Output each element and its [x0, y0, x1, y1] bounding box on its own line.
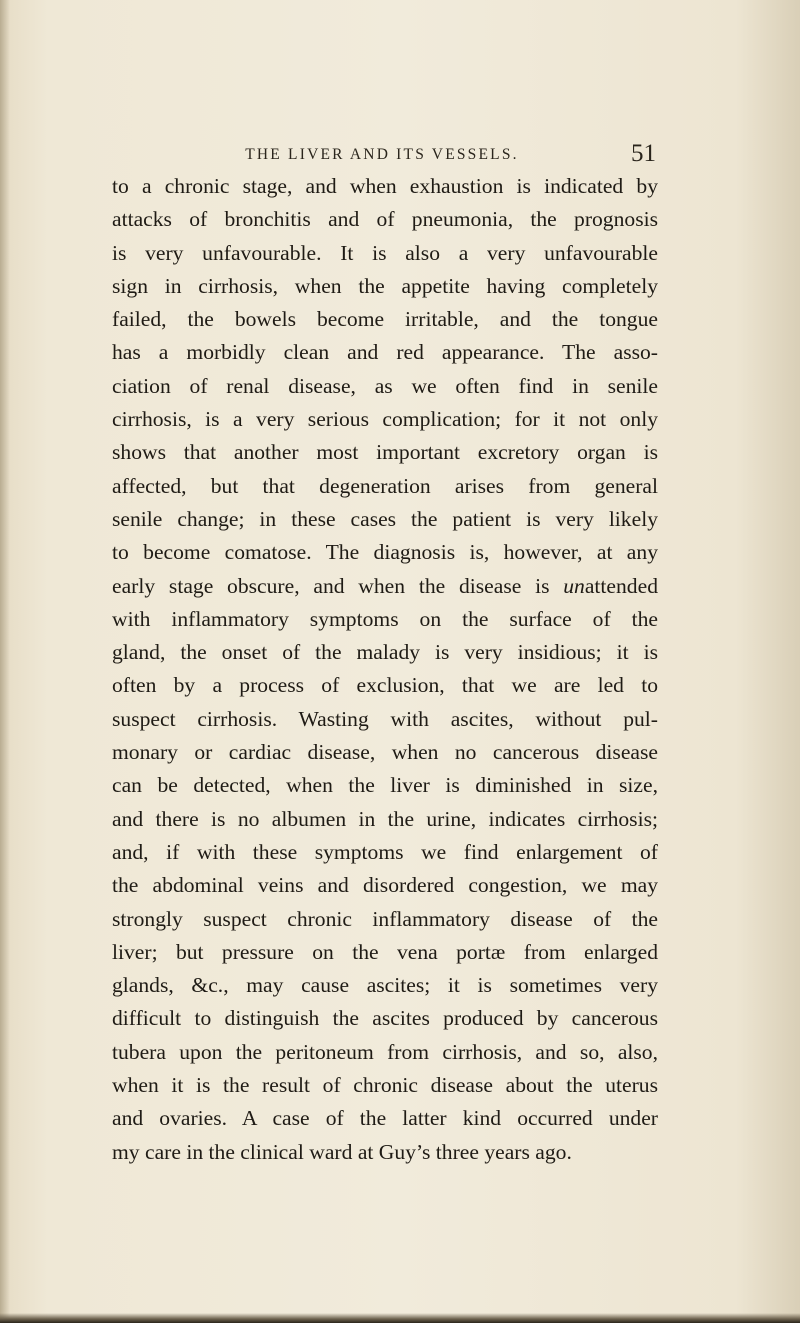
text-line: sign in cirrhosis, when the appetite having completely [112, 273, 658, 298]
text-line: cirrhosis, is a very serious complication; for it not only [112, 407, 658, 432]
text-line: failed, the bowels become irritable, and the tongue [112, 307, 658, 332]
text-line: to a chronic stage, and when exhaustion is indicated by [112, 174, 658, 198]
text-line: difficult to distinguish the ascites produced by cancerous [112, 1006, 658, 1031]
text-line: affected, but that degeneration arises from general [112, 473, 658, 498]
text-line: to become comatose. The diagnosis is, however, at any [112, 540, 658, 565]
page-edge-shadow [0, 1313, 800, 1323]
text-line: liver; but pressure on the vena portæ from enlarged [112, 939, 658, 964]
body-text [112, 170, 658, 1169]
text-line: has a morbidly clean and red appearance. The asso- [112, 340, 658, 365]
text-line: gland, the onset of the malady is very insidious; it is [112, 640, 658, 665]
text-line: and, if with these symptoms we find enlargement of [112, 839, 658, 864]
text-line: tubera upon the peritoneum from cirrhosis, and so, also, [112, 1039, 658, 1064]
text-line: with inflammatory symptoms on the surface of the [112, 606, 658, 631]
text-line: and ovaries. A case of the latter kind occurred under [112, 1106, 658, 1131]
text-line: senile change; in these cases the patient is very likely [112, 506, 658, 531]
text-line: early stage obscure, and when the disease is unattended [112, 573, 658, 598]
text-line: glands, &c., may cause ascites; it is sometimes very [112, 973, 658, 998]
text-line: my care in the clinical ward at Guy’s three years ago. [112, 1139, 572, 1164]
running-head: THE LIVER AND ITS VESSELS. [245, 146, 519, 163]
text-line: attacks of bronchitis and of pneumonia, the prognosis [112, 207, 658, 232]
text-line: ciation of renal disease, as we often find in senile [112, 373, 658, 398]
text-line: the abdominal veins and disordered congestion, we may [112, 873, 658, 898]
text-line: shows that another most important excretory organ is [112, 440, 658, 465]
text-line: suspect cirrhosis. Wasting with ascites, without pul- [112, 706, 658, 731]
text-line: and there is no albumen in the urine, indicates cirrhosis; [112, 806, 658, 831]
text-line: monary or cardiac disease, when no cancerous disease [112, 740, 658, 765]
text-line: is very unfavourable. It is also a very unfavourable [112, 240, 658, 265]
text-line: often by a process of exclusion, that we are led to [112, 673, 658, 698]
text-line: when it is the result of chronic disease about the uterus [112, 1073, 658, 1098]
text-line: can be detected, when the liver is diminished in size, [112, 773, 658, 798]
gutter-shadow [0, 0, 10, 1323]
text-line: strongly suspect chronic inflammatory disease of the [112, 906, 658, 931]
page-number: 51 [631, 140, 656, 167]
